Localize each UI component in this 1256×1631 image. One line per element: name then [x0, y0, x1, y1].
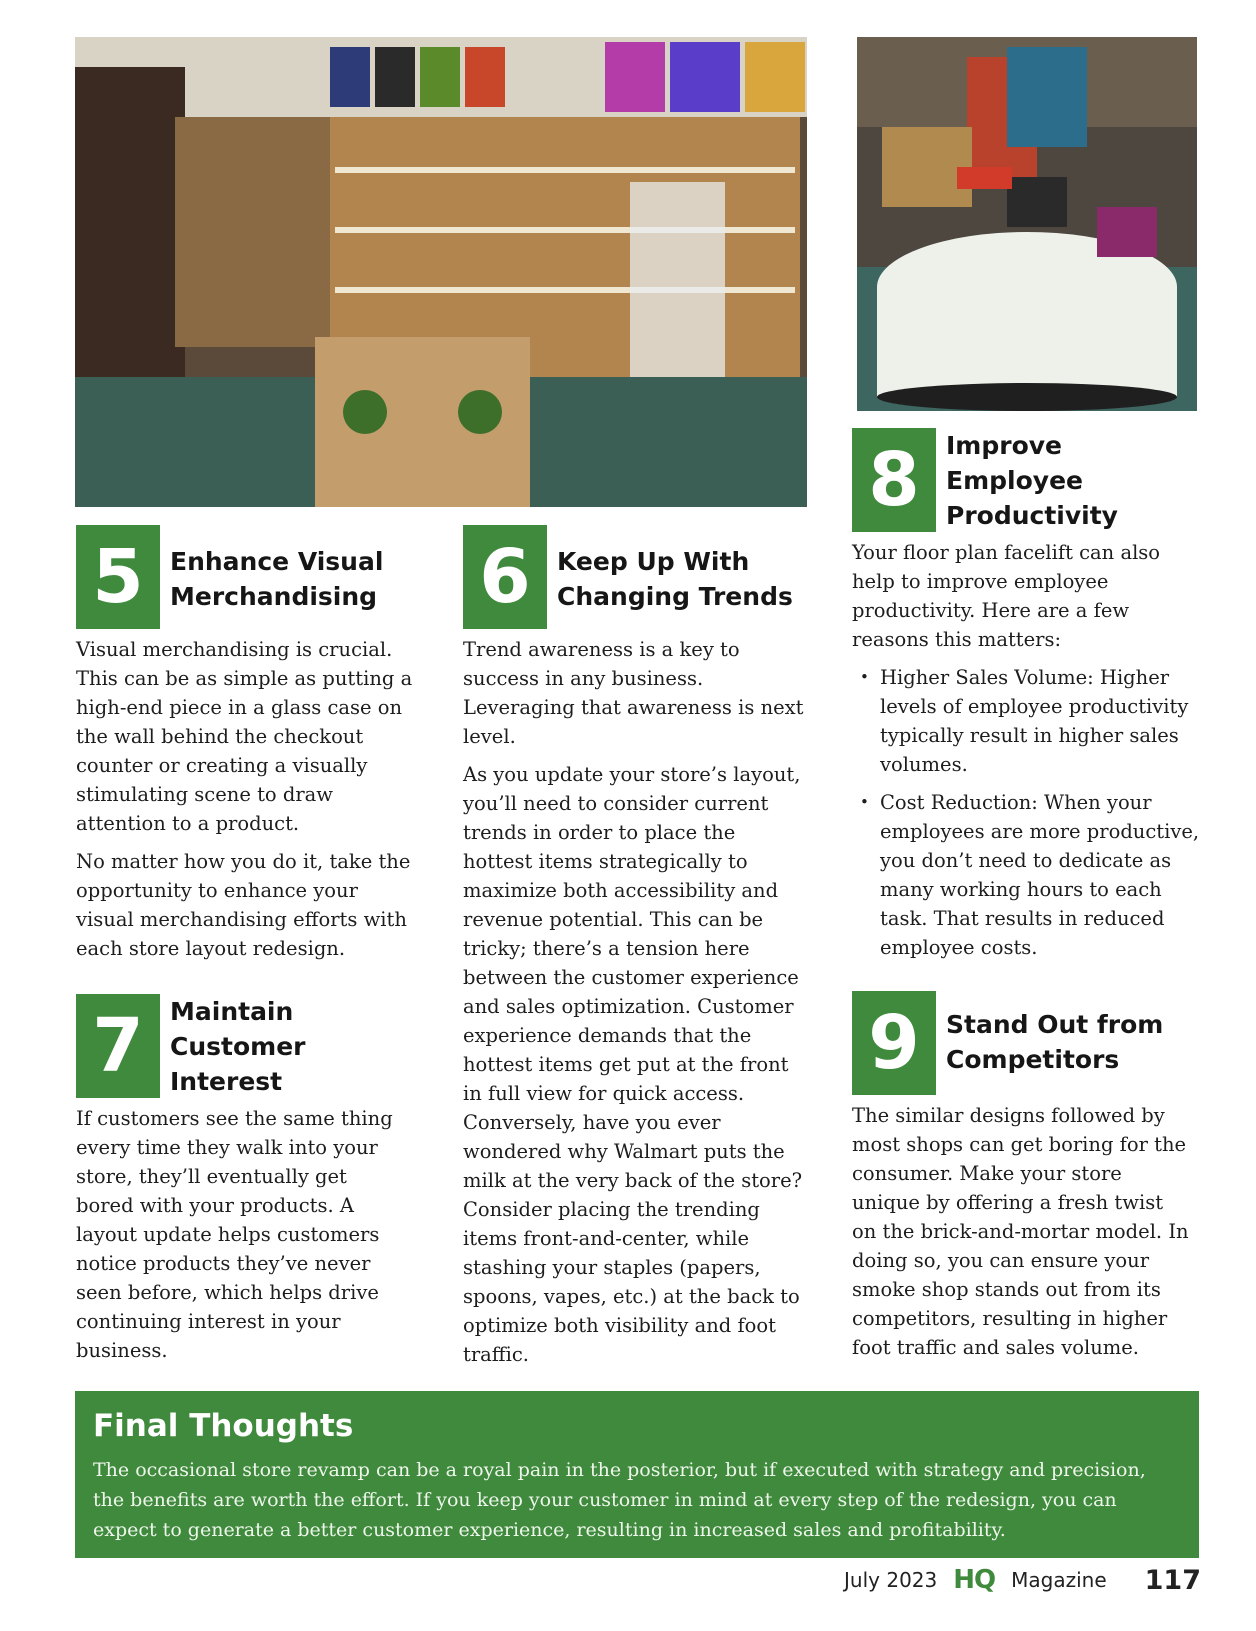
- display-table-photo: [857, 37, 1197, 411]
- section-body-5: Visual merchandising is crucial. This can be as simple as putting a high-end piece in a glass case on the wall behind the checkout counter or creating a visually stimulating scene to draw attention to a product. No matter how you do it, take the opportunity to enhance your visual merchandising efforts with each store layout redesign.: [76, 638, 413, 960]
- section-heading-6: Keep Up With Changing Trends: [557, 547, 793, 611]
- final-thoughts-text: The occasional store revamp can be a royal pain in the posterior, but if executed with strategy and precision, the benefits are worth the effort. If you keep your customer in mind at every step of the redesign, you can expect to generate a better customer experience, resulting in increased sales and profitability.: [93, 1459, 1146, 1541]
- section-body-9: The similar designs followed by most shops can get boring for the consumer. Make your store unique by offering a fresh twist on the brick-and-mortar model. In doing so, you can ensure your smoke shop stands out from its competitors, resulting in higher foot traffic and sales volume.: [852, 1104, 1189, 1359]
- page-footer: [844, 1562, 1201, 1598]
- section-number-5: 5: [76, 525, 160, 629]
- section-body-8: Your floor plan facelift can also help to improve employee productivity. Here are a few reasons this matters: • Higher Sales Volume: Higher levels of employee productivity typically result in higher sales volumes. • Cost Reduction: When your employees are more productive, you don’t need to dedicate as many working hours to each task. That results in reduced employee costs.: [852, 538, 1202, 971]
- store-interior-photo: [75, 37, 807, 507]
- section-number-9: 9: [852, 991, 936, 1095]
- final-thoughts-title: Final Thoughts: [93, 1408, 354, 1444]
- section-number-6: 6: [463, 525, 547, 629]
- hq-logo: HQ: [953, 1565, 996, 1595]
- section-number-7: 7: [76, 994, 160, 1098]
- section-heading-5: Enhance Visual Merchandising: [170, 547, 384, 611]
- page-number: 117: [1144, 1564, 1201, 1596]
- list-item: • Cost Reduction: When your employees are more productive, you don’t need to dedicate as many working hours to each task. That results in reduced employee costs.: [880, 788, 1202, 962]
- list-item: • Higher Sales Volume: Higher levels of employee productivity typically result in higher sales volumes.: [880, 663, 1202, 779]
- section-body-6: Trend awareness is a key to success in any business. Leveraging that awareness is next level. As you update your store’s layout, you’ll need to consider current trends in order to place the hottest items strategically to maximize both accessibility and revenue potential. This can be tricky; there’s a tension here between the customer experience and sales optimization. Customer experience demands that the hottest items get put at the front in full view for quick access. Conversely, have you ever wondered why Walmart puts the milk at the very back of the store? Consider placing the trending items front-and-center, while stashing your staples (papers, spoons, vapes, etc.) at the back to optimize both visibility and foot traffic.: [463, 638, 804, 1366]
- section-heading-9: Stand Out from Competitors: [946, 1010, 1164, 1074]
- section-number-8: 8: [852, 428, 936, 532]
- magazine-label: Magazine: [1011, 1568, 1107, 1592]
- section-body-7: If customers see the same thing every time they walk into your store, they’ll eventually get bored with your products. A layout update helps customers notice products they’ve never seen before, which helps drive continuing interest in your business.: [76, 1107, 393, 1362]
- final-thoughts-box: [75, 1391, 1199, 1558]
- section-heading-7: Maintain Customer Interest: [170, 997, 306, 1096]
- bullet-list: [852, 663, 1202, 962]
- issue-date: July 2023: [844, 1568, 938, 1592]
- section-heading-8: Improve Employee Productivity: [946, 431, 1118, 530]
